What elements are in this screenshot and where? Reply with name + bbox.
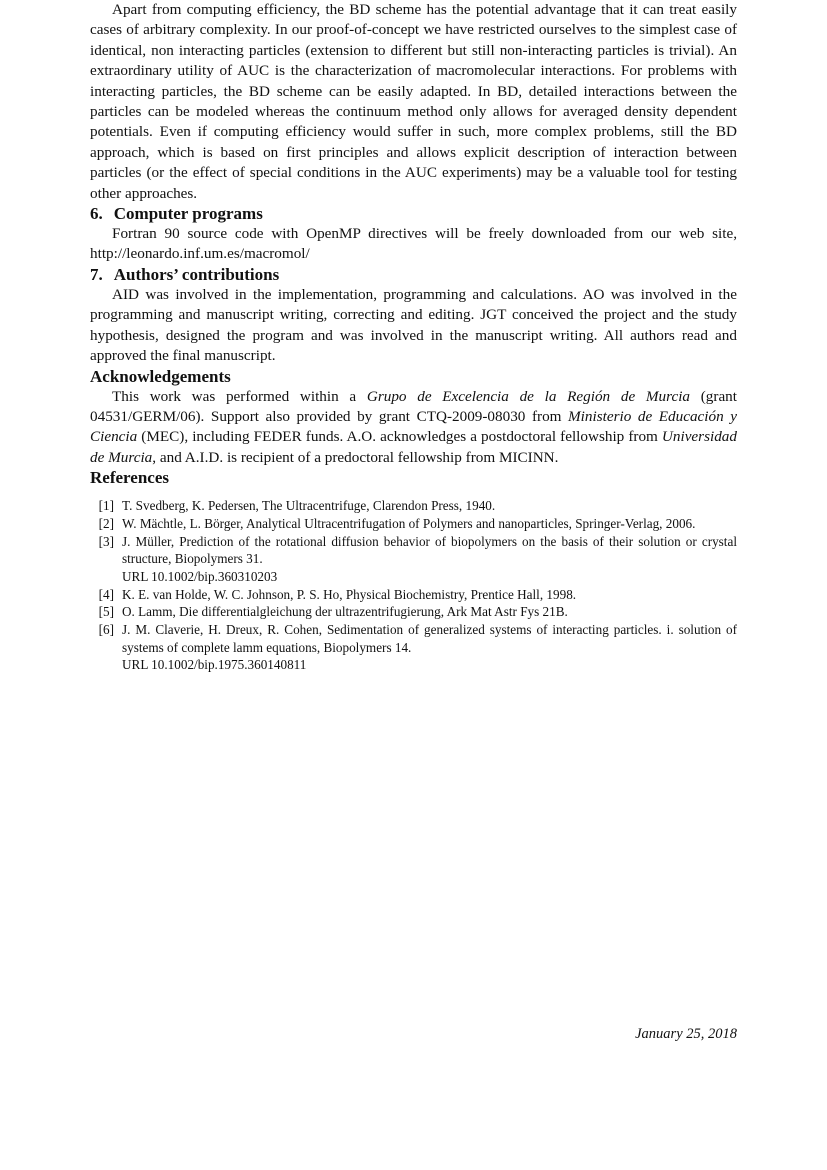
reference-text: J. M. Claverie, H. Dreux, R. Cohen, Sedimentation of generalized systems of interacting particles. i. solution of systems of complete lamm equations, Biopolymers 14. <box>122 622 737 655</box>
reference-body <box>122 586 737 604</box>
italic-text-segment: Grupo de Excelencia de la Región de Murcia <box>366 387 691 405</box>
text-segment: This work was performed within a <box>112 387 367 405</box>
section-heading-authors-contributions <box>90 265 737 285</box>
reference-text: O. Lamm, Die differentialgleichung der ultrazentrifugierung, Ark Mat Astr Fys 21B. <box>122 604 568 620</box>
acknowledgements-paragraph <box>90 387 737 469</box>
reference-item <box>90 621 737 674</box>
acknowledgements-heading: Acknowledgements <box>90 366 231 386</box>
reference-url: URL 10.1002/bip.360310203 <box>122 568 278 584</box>
section-title: Authors’ contributions <box>113 264 280 284</box>
section-number: 7. <box>90 264 103 284</box>
text-column <box>90 0 737 674</box>
reference-item <box>90 586 737 604</box>
reference-url: URL 10.1002/bip.1975.360140811 <box>122 657 307 673</box>
section-title: Computer programs <box>113 204 263 224</box>
reference-text: W. Mächtle, L. Börger, Analytical Ultracentrifugation of Polymers and nanoparticles, Springer-Verlag, 2006. <box>122 515 696 531</box>
reference-label: [1] <box>98 498 114 514</box>
reference-body <box>122 621 737 674</box>
reference-label: [2] <box>98 515 114 531</box>
reference-item <box>90 497 737 515</box>
text-segment: (MEC), including FEDER funds. A.O. acknowledges a postdoctoral fellowship from <box>137 428 662 446</box>
date-stamp: January 25, 2018 <box>635 1026 737 1042</box>
italic-text-segment: Ministerio de Educación y Ciencia <box>90 407 737 446</box>
reference-item <box>90 533 737 586</box>
reference-body <box>122 603 737 621</box>
authors-contributions-paragraph: AID was involved in the implementation, programming and calculations. AO was involved in the programming and manuscript writing, correcting and editing. JGT conceived the project and the study hypothesis, designed the program and was involved in the manuscript writing. All authors read and approved the final manuscript. <box>90 285 737 365</box>
intro-paragraph: Apart from computing efficiency, the BD scheme has the potential advantage that it can treat easily cases of arbitrary complexity. In our proof-of-concept we have restricted ourselves to the simplest case of identical, non interacting particles (extension to different but still non-interacting particles is trivial). An extraordinary utility of AUC is the characterization of macromolecular interactions. For problems with interacting particles, the BD scheme can be easily adapted. In BD, detailed interactions between the particles can be modeled whereas the continuum method only allows for averaged density dependent potentials. Even if computing efficiency would suffer in such, more complex problems, still the BD approach, which is based on first principles and allows explicit description of interaction between particles (or the effect of special conditions in the AUC experiments) may be a valuable tool for testing other approaches. <box>90 1 737 202</box>
reference-item <box>90 603 737 621</box>
text-segment: , and A.I.D. is recipient of a predoctoral fellowship from MICINN. <box>152 448 559 466</box>
references-list <box>90 497 737 674</box>
reference-item <box>90 515 737 533</box>
reference-body <box>122 533 737 586</box>
reference-label: [5] <box>98 604 114 620</box>
references-heading: References <box>90 468 169 488</box>
reference-text: T. Svedberg, K. Pedersen, The Ultracentrifuge, Clarendon Press, 1940. <box>122 498 496 514</box>
reference-label: [6] <box>98 622 114 638</box>
reference-text: K. E. van Holde, W. C. Johnson, P. S. Ho, Physical Biochemistry, Prentice Hall, 1998. <box>122 586 577 602</box>
reference-body <box>122 497 737 515</box>
section-heading-computer-programs <box>90 204 737 224</box>
reference-label: [4] <box>98 586 114 602</box>
reference-label: [3] <box>98 533 114 549</box>
computer-programs-paragraph: Fortran 90 source code with OpenMP directives will be freely downloaded from our web site, http://leonardo.inf.um.es/macromol/ <box>90 225 737 263</box>
section-number: 6. <box>90 204 103 224</box>
reference-body <box>122 515 737 533</box>
italic-text-segment: Universidad de Murcia <box>90 428 737 466</box>
reference-text: J. Müller, Prediction of the rotational diffusion behavior of biopolymers on the basis of their solution or crystal structure, Biopolymers 31. <box>122 533 737 567</box>
text-segment: (grant 04531/GERM/06). Support also provided by grant CTQ-2009-08030 from <box>90 387 737 425</box>
